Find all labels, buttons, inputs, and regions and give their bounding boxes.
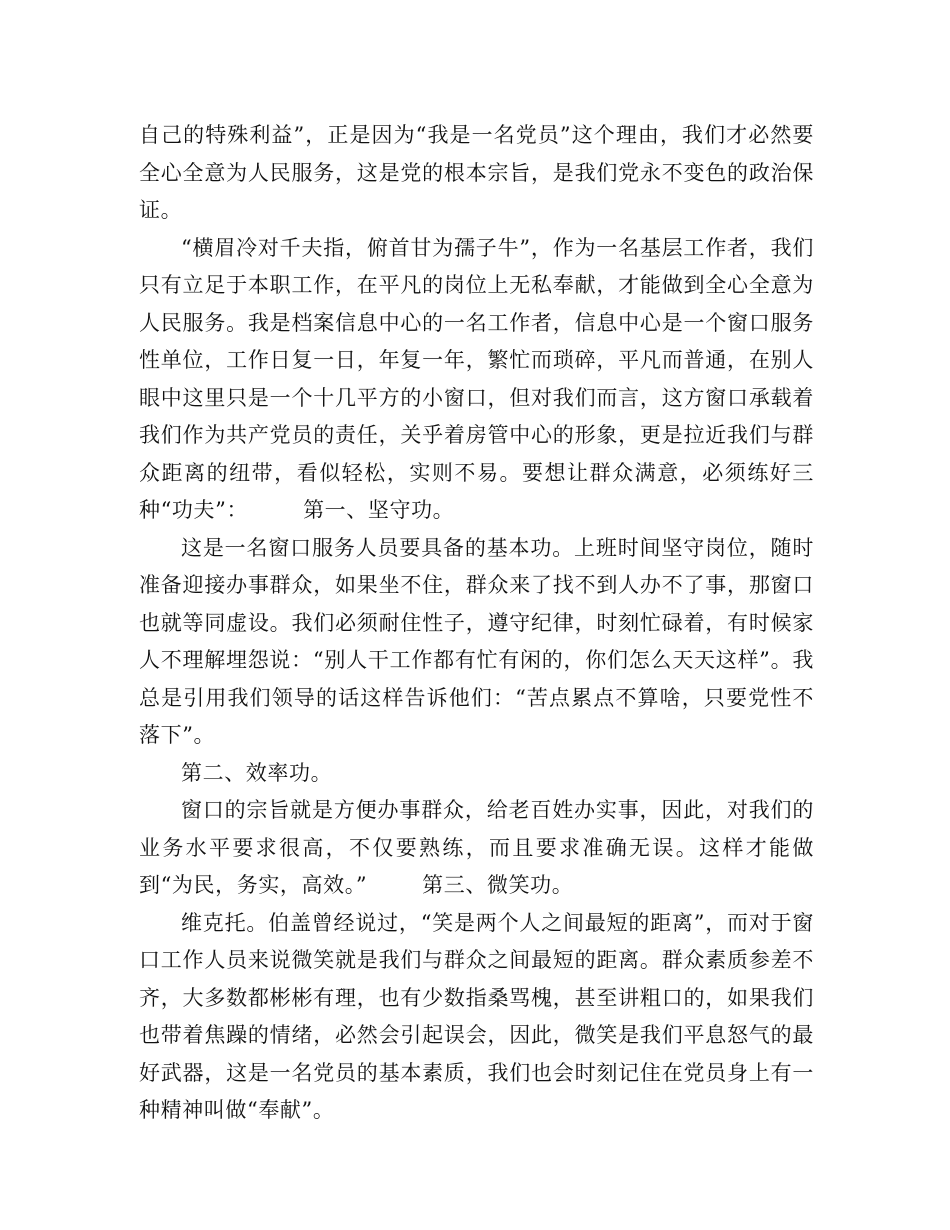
paragraph-text: 维克托。伯盖曾经说过，“笑是两个人之间最短的距离”，而对于窗口工作人员来说微笑就是我们与群众之间最短的距离。群众素质参差不齐，大多数都彬彬有理，也有少数指桑骂槐，甚至讲粗口的，如果我们也带着焦躁的情绪，必然会引起误会，因此，微笑是我们平息怒气的最好武器，这是一名党员的基本素质，我们也会时刻记住在党员身上有一种精神叫做“奉献”。 [139,910,814,1122]
paragraph-persistence [139,530,814,755]
heading-third-skill: 第三、微笑功。 [422,873,574,897]
document-body [139,117,814,1130]
paragraph-text: 第二、效率功。 [181,760,333,785]
paragraph-text: 窗口的宗旨就是方便办事群众，给老百姓办实事，因此，对我们的业务水平要求很高，不仅要熟练，而且要求准确无误。这样才能做到“为民，务实，高效。” [139,798,814,897]
heading-first-skill: 第一、坚守功。 [303,498,455,522]
paragraph-text: 这是一名窗口服务人员要具备的基本功。上班时间坚守岗位，随时准备迎接办事群众，如果坐不住，群众来了找不到人办不了事，那窗口也就等同虚设。我们必须耐住性子，遵守纪律，时刻忙碌着，有时候家人不理解埋怨说：“别人干工作都有忙有闲的，你们怎么天天这样”。我总是引用我们领导的话这样告诉他们：“苦点累点不算啥，只要党性不落下”。 [139,535,814,747]
heading-second-skill [139,755,814,793]
paragraph-grassroots-worker [139,230,814,530]
paragraph-smile [139,905,814,1130]
paragraph-efficiency [139,792,814,905]
paragraph-continuation [139,117,814,230]
paragraph-text: “横眉冷对千夫指，俯首甘为孺子牛”，作为一名基层工作者，我们只有立足于本职工作，在平凡的岗位上无私奉献，才能做到全心全意为人民服务。我是档案信息中心的一名工作者，信息中心是一个窗口服务性单位，工作日复一日，年复一年，繁忙而琐碎，平凡而普通，在别人眼中这里只是一个十几平方的小窗口，但对我们而言，这方窗口承载着我们作为共产党员的责任，关乎着房管中心的形象，更是拉近我们与群众距离的纽带，看似轻松，实则不易。要想让群众满意，必须练好三种“功夫”： [139,235,814,522]
paragraph-text: 自己的特殊利益”，正是因为“我是一名党员”这个理由，我们才必然要全心全意为人民服务，这是党的根本宗旨，是我们党永不变色的政治保证。 [139,123,814,222]
